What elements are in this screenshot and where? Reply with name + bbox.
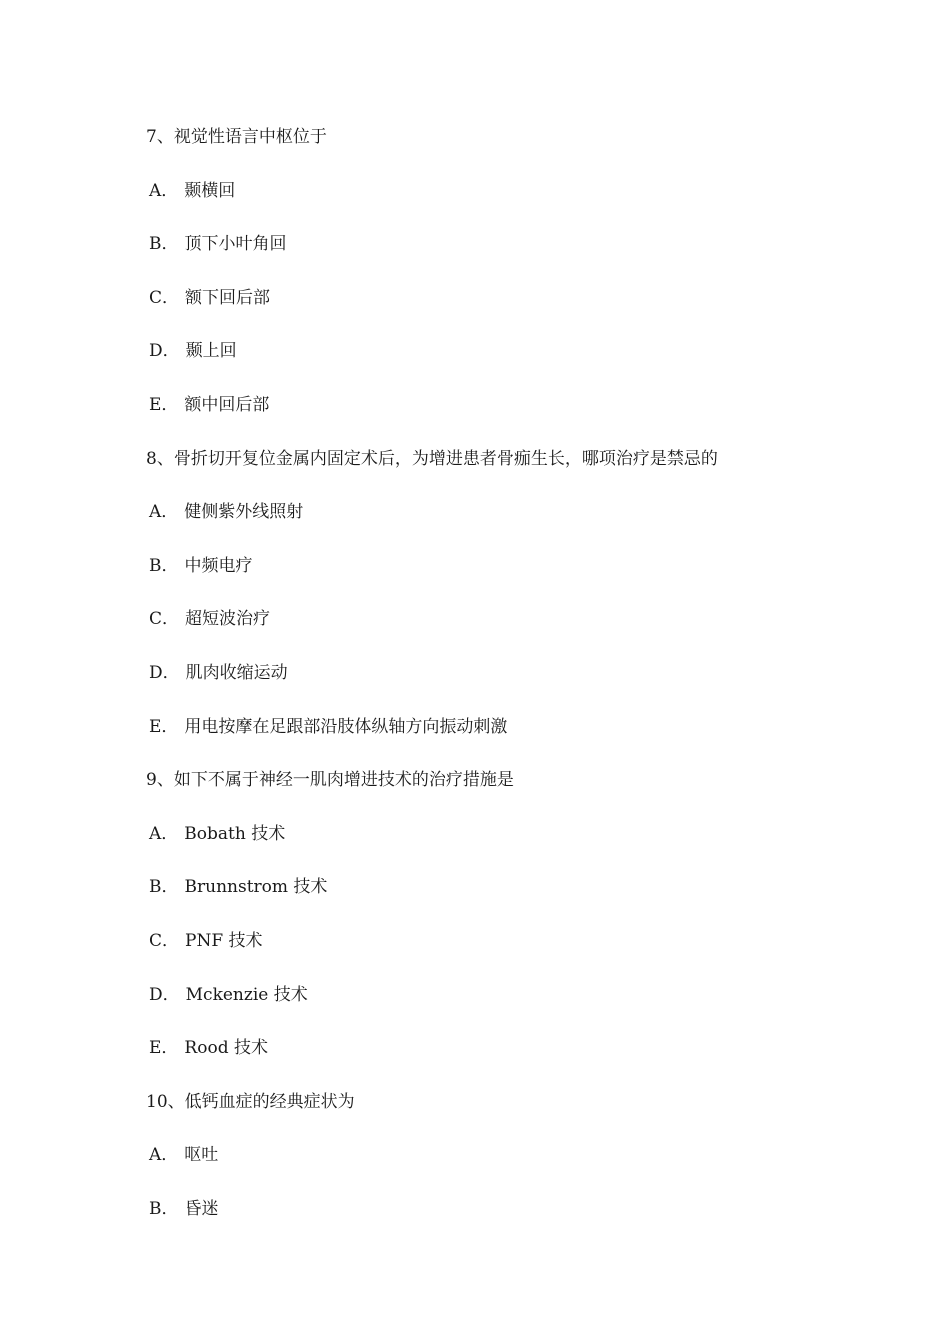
question-8-stem: 8、骨折切开复位金属内固定术后，为增进患者骨痂生长，哪项治疗是禁忌的 (146, 448, 718, 469)
question-10-option-b (146, 1195, 846, 1249)
option-letter: C． (149, 930, 180, 951)
question-7-option-b (146, 230, 846, 284)
option-letter: E． (149, 716, 179, 737)
question-9-option-c (146, 927, 846, 981)
option-letter: B． (149, 877, 179, 898)
question-9-option-a (146, 820, 846, 874)
option-text: 肌肉收缩运动 (185, 662, 288, 683)
option-text: 昏迷 (184, 1198, 219, 1219)
option-letter: A． (149, 180, 179, 201)
option-text: Bobath 技术 (184, 823, 286, 844)
option-text: Mckenzie 技术 (185, 984, 308, 1005)
option-letter: C． (149, 609, 180, 630)
option-text: Brunnstrom 技术 (184, 877, 328, 898)
option-letter: A． (149, 502, 179, 523)
question-8-option-d (146, 659, 846, 713)
question-9-option-b (146, 873, 846, 927)
option-text: 颞横回 (184, 180, 236, 201)
option-text: 超短波治疗 (185, 609, 271, 630)
question-8-option-c (146, 605, 846, 659)
question-8-option-b (146, 552, 846, 606)
question-10-stem: 10、低钙血症的经典症状为 (146, 1091, 355, 1112)
option-letter: E． (149, 394, 179, 415)
question-9-option-d (146, 981, 846, 1035)
option-text: 颞上回 (185, 341, 237, 362)
question-8-option-e (146, 713, 846, 767)
option-text: 用电按摩在足跟部沿肢体纵轴方向振动刺激 (184, 716, 508, 737)
question-7-option-e (146, 391, 846, 445)
option-text: 健侧紫外线照射 (184, 502, 304, 523)
question-8-option-a (146, 498, 846, 552)
question-list (146, 123, 846, 1248)
option-text: 额下回后部 (185, 287, 271, 308)
option-letter: C． (149, 287, 180, 308)
option-letter: B． (149, 1198, 179, 1219)
option-text: 中频电疗 (184, 555, 253, 576)
question-7-option-c (146, 284, 846, 338)
question-7-stem: 7、视觉性语言中枢位于 (146, 127, 327, 147)
option-letter: D． (149, 341, 180, 362)
question-7-option-a (146, 177, 846, 231)
option-letter: D． (149, 984, 180, 1005)
option-text: Rood 技术 (184, 1038, 268, 1059)
question-9-stem: 9、如下不属于神经一肌肉增进技术的治疗措施是 (146, 770, 514, 791)
option-text: 呕吐 (184, 1145, 219, 1166)
question-10-option-a (146, 1141, 846, 1195)
question-9-option-e (146, 1034, 846, 1088)
option-letter: B． (149, 555, 179, 576)
option-letter: A． (149, 823, 179, 844)
option-letter: D． (149, 662, 180, 683)
option-text: 额中回后部 (184, 394, 270, 415)
option-letter: B． (149, 234, 179, 255)
option-text: 顶下小叶角回 (184, 234, 287, 255)
question-7-option-d (146, 337, 846, 391)
option-text: PNF 技术 (185, 930, 263, 951)
option-letter: E． (149, 1038, 179, 1059)
option-letter: A． (149, 1145, 179, 1166)
